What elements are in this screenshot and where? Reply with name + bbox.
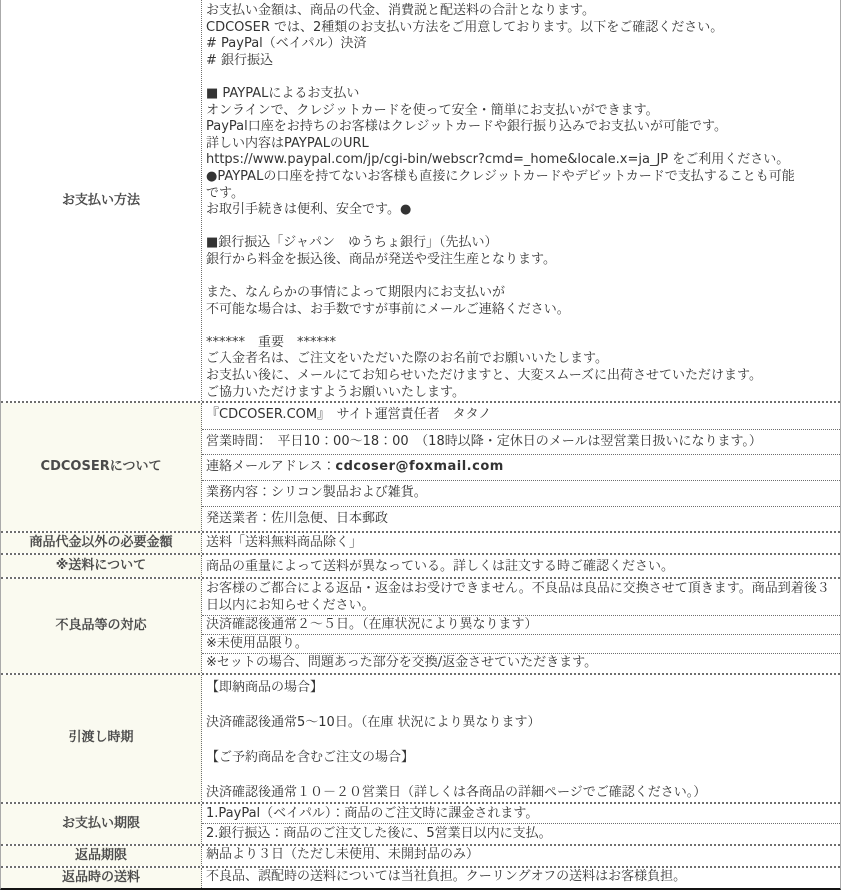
text-line: ●PAYPALの口座を持てないお客様も直接にクレジットカードやデビットカードで支払することも可能 bbox=[206, 168, 795, 184]
row-payment-method bbox=[1, 0, 840, 401]
about-cdcoser-content bbox=[202, 403, 840, 531]
row-shipping-note bbox=[1, 553, 840, 577]
text-line: ****** 重要 ****** bbox=[206, 334, 337, 350]
row-header-payment-method: お支払い方法 bbox=[1, 0, 202, 401]
row-extra-fees bbox=[1, 531, 840, 553]
text-line: CDCOSER では、2種類のお支払い方法をご用意しております。以下をご確認ください。 bbox=[206, 19, 724, 35]
text-line: 不良品、誤配時の送料については当社負担。クーリングオフの送料はお客様負担。 bbox=[206, 868, 687, 884]
text-line: https://www.paypal.com/jp/cgi-bin/webscr?cmd=_home&locale.x=ja_JP をご利用ください。 bbox=[206, 152, 790, 168]
row-header-defective-items: 不良品等の対応 bbox=[1, 579, 202, 672]
sub-row: 決済確認後通常２～５日。（在庫状況により異なります） bbox=[202, 615, 840, 634]
text-line: また、なんらかの事情によって期限内にお支払いが bbox=[206, 285, 506, 301]
text-line bbox=[206, 269, 836, 286]
text-line: ご協力いただけますようお願いいたします。 bbox=[206, 384, 465, 400]
payment-method-content bbox=[202, 0, 840, 401]
text-line bbox=[206, 69, 836, 86]
extra-fees-content bbox=[202, 533, 840, 553]
text-line bbox=[206, 219, 836, 236]
return-deadline-content bbox=[202, 846, 840, 866]
defective-items-content bbox=[202, 579, 840, 672]
text-line: 不可能な場合は、お手数ですが事前にメールご連絡ください。 bbox=[206, 301, 570, 317]
row-return-deadline bbox=[1, 844, 840, 866]
sub-row: お客様のご都合による返品・返金はお受けできません。不良品は良品に交換させて頂きます。商品到着後３日以内にお知らせください。 bbox=[206, 581, 830, 613]
text-line: 決済確認後通常１０－２０営業日（詳しくは各商品の詳細ページでご確認ください。） bbox=[206, 785, 707, 801]
row-header-payment-deadline: お支払い期限 bbox=[1, 804, 202, 844]
row-delivery-time bbox=[1, 673, 840, 802]
contact-email-text: cdcoser@foxmail.com bbox=[335, 459, 504, 475]
sub-row: 連絡メールアドレス：cdcoser@foxmail.com bbox=[202, 454, 840, 480]
row-defective-items bbox=[1, 577, 840, 672]
text-line: です。 bbox=[206, 185, 244, 201]
shipping-note-content bbox=[202, 555, 840, 577]
text-line: ご入金者名は、ご注文をいただいた際のお名前でお願いいたします。 bbox=[206, 351, 608, 367]
return-shipping-cost-content bbox=[202, 868, 840, 888]
text-line bbox=[206, 767, 836, 785]
text-line: # PayPal（ベイパル）決済 bbox=[206, 36, 367, 52]
text-line: 詳しい内容はPAYPALのURL bbox=[206, 135, 369, 151]
sub-row: 『CDCOSER.COM』 サイト運営責任者 タタノ bbox=[206, 407, 492, 423]
delivery-time-content bbox=[202, 675, 840, 802]
text-line: 銀行から料金を振込後、商品が発送や受注生産となります。 bbox=[206, 251, 556, 267]
text-line: PayPal口座をお持ちのお客様はクレジットカードや銀行振り込みでお支払いが可能です。 bbox=[206, 119, 727, 135]
row-header-shipping-note: ※送料について bbox=[1, 555, 202, 577]
text-line: 決済確認後通常5～10日。（在庫 状況により異なります） bbox=[206, 714, 541, 730]
row-payment-deadline bbox=[1, 802, 840, 844]
row-header-delivery-time: 引渡し時期 bbox=[1, 675, 202, 802]
sub-row: ※セットの場合、問題あった部分を交換/返金させていただきます。 bbox=[202, 653, 840, 672]
text-line: お支払い後に、メールにてお知らせいただけますと、大変スムーズに出荷させていただけます。 bbox=[206, 368, 763, 384]
text-line: 【ご予約商品を含むご注文の場合】 bbox=[206, 750, 415, 766]
payment-deadline-content bbox=[202, 804, 840, 844]
row-header-return-shipping-cost: 返品時の送料 bbox=[1, 868, 202, 888]
sub-row: 営業時間： 平日10：00～18：00 （18時以降・定休日のメールは翌営業日扱いになります。） bbox=[202, 429, 840, 455]
text-line: ■銀行振込「ジャパン ゆうちょ銀行」（先払い） bbox=[206, 235, 498, 251]
row-return-shipping-cost bbox=[1, 866, 840, 888]
text-line: オンラインで、クレジットカードを使って安全・簡単にお支払いができます。 bbox=[206, 102, 659, 118]
text-line: 【即納商品の場合】 bbox=[206, 679, 324, 695]
text-line: ■ PAYPALによるお支払い bbox=[206, 85, 360, 101]
row-header-return-deadline: 返品期限 bbox=[1, 846, 202, 866]
sub-row: 業務内容：シリコン製品および雑貨。 bbox=[202, 480, 840, 506]
text-line: お取引手続きは便利、安全です。● bbox=[206, 202, 412, 218]
text-line: 納品より３日（ただし未使用、未開封品のみ） bbox=[206, 846, 480, 862]
row-about-cdcoser bbox=[1, 401, 840, 531]
text-line: 商品の重量によって送料が異なっている。詳しくは註文する時ご確認ください。 bbox=[206, 559, 675, 575]
sub-row: 2.銀行振込：商品のご注文した後に、5営業日以内に支払。 bbox=[202, 823, 840, 843]
sub-row: 発送業者：佐川急便、日本郵政 bbox=[202, 506, 840, 532]
text-line bbox=[206, 731, 836, 749]
text-line bbox=[206, 696, 836, 714]
text-line: # 銀行振込 bbox=[206, 52, 274, 68]
sub-row: ※未使用品限り。 bbox=[202, 634, 840, 653]
text-line bbox=[206, 318, 836, 335]
row-header-about-cdcoser: CDCOSERについて bbox=[1, 403, 202, 531]
text-line: 送料「送料無料商品除く」 bbox=[206, 535, 363, 551]
sub-row: 1.PayPal（ベイパル）：商品のご注文時に課金されます。 bbox=[206, 805, 539, 821]
row-header-extra-fees: 商品代金以外の必要金額 bbox=[1, 533, 202, 553]
text-line: お支払い金額は、商品の代金、消費説と配送料の合計となります。 bbox=[206, 3, 595, 18]
